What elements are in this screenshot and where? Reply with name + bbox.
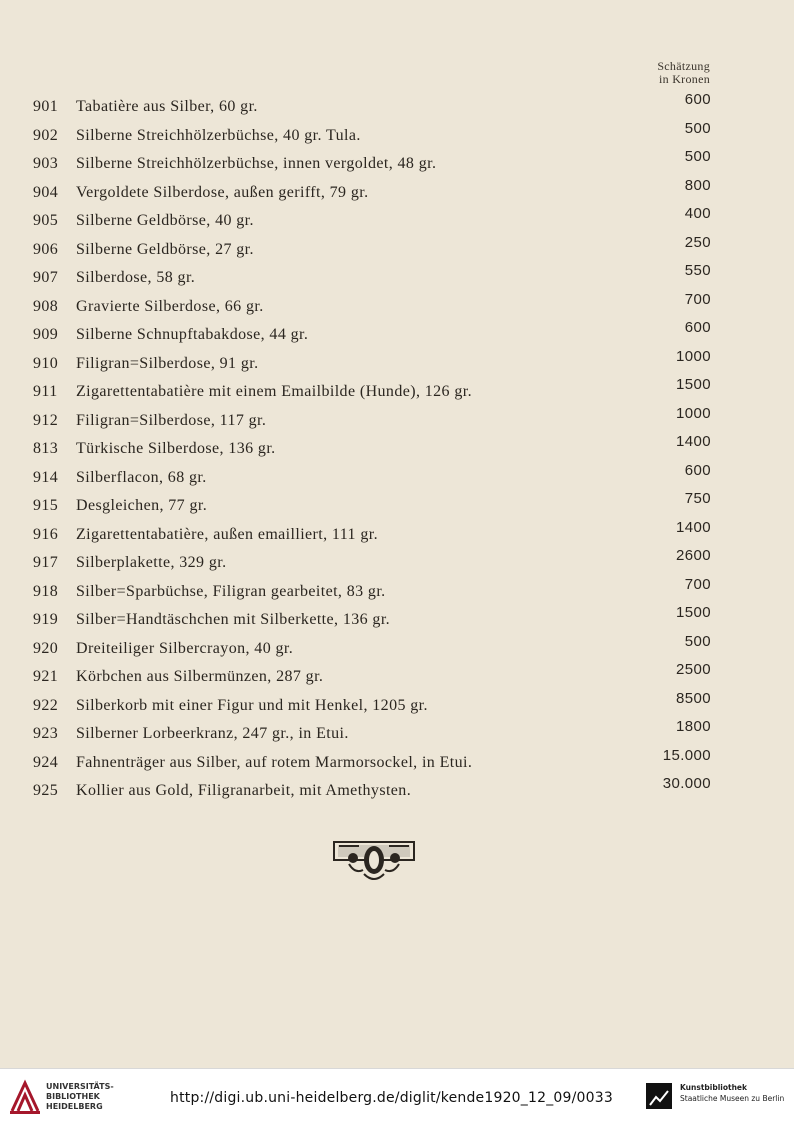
ornament-vignette [331,838,417,884]
entry-estimate: 1500 [676,376,711,393]
heidelberg-logo-icon [8,1079,42,1115]
entry-description: Silberdose, 58 gr. [76,269,196,286]
entry-estimate: 30.000 [662,775,711,792]
catalog-entry [0,349,794,378]
kunstbibliothek-logo-icon [646,1083,672,1109]
entry-estimate: 700 [684,575,711,593]
catalog-entry [0,92,794,121]
entry-description: Silber=Sparbüchse, Filigran gearbeitet, 83 gr. [76,582,386,600]
catalog-entry [0,149,794,178]
source-url-link[interactable]: http://digi.ub.uni-heidelberg.de/diglit/kende1920_12_09/0033 [170,1090,613,1106]
entry-description: Körbchen aus Silbermünzen, 287 gr. [76,668,324,685]
entry-estimate: 15.000 [662,746,711,764]
entry-estimate: 1400 [676,518,711,536]
catalog-entry [0,776,794,805]
entry-number: 917 [33,554,59,571]
catalog-entry [0,263,794,292]
entry-number: 915 [33,497,59,514]
library-name-line: HEIDELBERG [46,1102,103,1111]
entry-number: 925 [33,782,59,799]
entry-description: Silberner Lorbeerkranz, 247 gr., in Etui. [76,725,349,742]
entry-number: 904 [33,183,59,201]
column-header [657,60,710,86]
footer-bar [0,1068,794,1126]
entry-number: 916 [33,525,59,543]
entry-description: Dreiteiliger Silbercrayon, 40 gr. [76,639,294,657]
catalog-entry [0,235,794,264]
entry-estimate: 750 [684,490,711,507]
catalog-entry [0,320,794,349]
entry-number: 922 [33,696,59,714]
entry-number: 918 [33,582,59,600]
entry-list [0,92,794,805]
entry-number: 919 [33,611,59,628]
catalog-entry [0,463,794,492]
entry-estimate: 600 [684,319,711,336]
catalog-entry [0,605,794,634]
catalog-entry [0,121,794,150]
kunstbibliothek-subtitle: Staatliche Museen zu Berlin [680,1094,785,1103]
entry-estimate: 550 [684,262,711,279]
entry-description: Silber=Handtäschchen mit Silberkette, 136 gr. [76,611,391,628]
entry-estimate: 500 [684,119,711,137]
entry-estimate: 2500 [676,661,711,678]
entry-estimate: 400 [684,205,711,222]
entry-description: Silberne Streichhölzerbüchse, 40 gr. Tula. [76,126,361,144]
entry-description: Silberne Geldbörse, 40 gr. [76,212,254,229]
catalog-entry [0,719,794,748]
catalog-entry [0,434,794,463]
kunstbibliothek-name [680,1082,784,1104]
entry-estimate: 1500 [676,604,711,621]
entry-number: 910 [33,354,59,372]
entry-description: Silberne Streichhölzerbüchse, innen vergoldet, 48 gr. [76,155,437,172]
catalog-entry [0,662,794,691]
entry-estimate: 600 [684,91,711,108]
entry-estimate: 700 [684,290,711,308]
column-header-line2: in Kronen [658,72,710,86]
entry-number: 908 [33,297,59,315]
entry-estimate: 600 [684,461,711,479]
entry-description: Vergoldete Silberdose, außen gerifft, 79 gr. [76,183,369,201]
catalog-entry [0,577,794,606]
entry-number: 901 [33,98,59,115]
entry-number: 921 [33,668,59,685]
entry-number: 905 [33,212,59,229]
entry-description: Fahnenträger aus Silber, auf rotem Marmorsockel, in Etui. [76,753,473,771]
library-name-line: BIBLIOTHEK [46,1092,100,1101]
entry-description: Silberne Geldbörse, 27 gr. [76,240,254,258]
entry-number: 902 [33,126,59,144]
entry-description: Türkische Silberdose, 136 gr. [76,440,276,457]
entry-number: 903 [33,155,59,172]
entry-description: Silberplakette, 329 gr. [76,554,227,571]
catalog-entry [0,520,794,549]
entry-description: Filigran=Silberdose, 117 gr. [76,411,267,429]
entry-description: Desgleichen, 77 gr. [76,497,208,514]
entry-estimate: 1800 [676,718,711,735]
entry-number: 920 [33,639,59,657]
entry-estimate: 1400 [676,433,711,450]
entry-number: 924 [33,753,59,771]
catalog-entry [0,178,794,207]
entry-description: Kollier aus Gold, Filigranarbeit, mit Amethysten. [76,782,412,799]
catalog-entry [0,548,794,577]
entry-estimate: 250 [684,233,711,251]
catalog-entry [0,691,794,720]
entry-description: Filigran=Silberdose, 91 gr. [76,354,259,372]
catalog-entry [0,377,794,406]
kunstbibliothek-title: Kunstbibliothek [680,1083,748,1092]
catalog-entry [0,634,794,663]
entry-estimate: 8500 [676,689,711,707]
catalog-entry [0,292,794,321]
entry-description: Silberne Schnupftabakdose, 44 gr. [76,326,309,343]
entry-description: Gravierte Silberdose, 66 gr. [76,297,264,315]
catalog-entry [0,748,794,777]
library-name-line: UNIVERSITÄTS- [46,1082,114,1091]
entry-estimate: 800 [684,176,711,194]
entry-estimate: 500 [684,632,711,650]
entry-description: Silberkorb mit einer Figur und mit Henkel, 1205 gr. [76,696,428,714]
entry-estimate: 1000 [676,347,711,365]
entry-number: 907 [33,269,59,286]
entry-estimate: 500 [684,148,711,165]
entry-number: 912 [33,411,59,429]
entry-estimate: 1000 [676,404,711,422]
entry-number: 813 [33,440,59,457]
column-header-line1: Schätzung [657,59,710,73]
entry-number: 914 [33,468,59,486]
kunstbibliothek-badge[interactable] [646,1079,791,1119]
entry-description: Tabatière aus Silber, 60 gr. [76,98,258,115]
catalog-entry [0,206,794,235]
heidelberg-library-name [46,1082,114,1112]
entry-estimate: 2600 [676,547,711,564]
entry-description: Silberflacon, 68 gr. [76,468,207,486]
entry-number: 906 [33,240,59,258]
entry-number: 911 [33,383,58,400]
entry-number: 909 [33,326,59,343]
heidelberg-library-badge[interactable] [8,1077,158,1119]
catalog-entry [0,491,794,520]
entry-number: 923 [33,725,59,742]
entry-description: Zigarettentabatière, außen emailliert, 111 gr. [76,525,378,543]
entry-description: Zigarettentabatière mit einem Emailbilde (Hunde), 126 gr. [76,383,473,400]
catalog-entry [0,406,794,435]
